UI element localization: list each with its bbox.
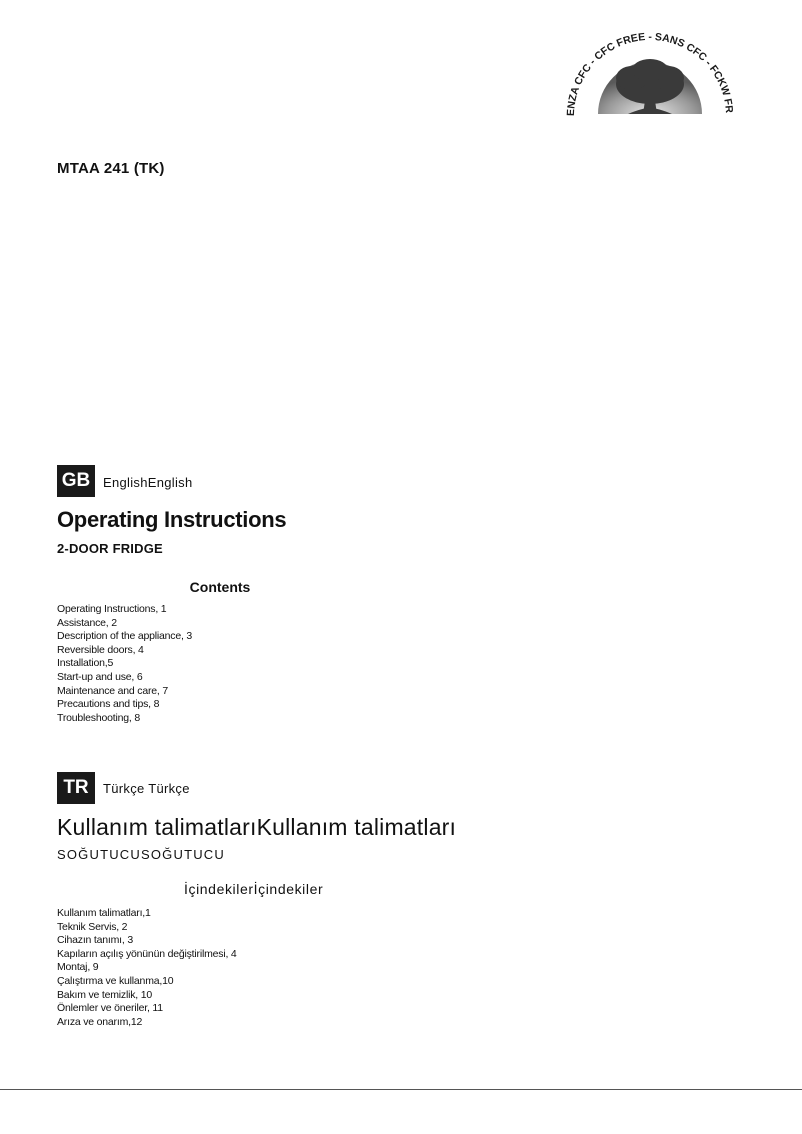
toc-item: Precautions and tips, 8 xyxy=(57,698,160,711)
toc-item: Kapıların açılış yönünün değiştirilmesi, 4 xyxy=(57,947,237,960)
cfc-free-seal-logo xyxy=(562,28,738,124)
bottom-divider xyxy=(0,1089,802,1090)
toc-item: Troubleshooting, 8 xyxy=(57,711,140,724)
toc-item: Description of the appliance, 3 xyxy=(57,630,193,643)
page-title-turkish: Kullanım talimatlarıKullanım talimatları xyxy=(57,814,457,840)
toc-item: Operating Instructions, 1 xyxy=(57,603,167,615)
toc-item: Önlemler ve öneriler, 11 xyxy=(57,1002,163,1015)
toc-item: Montaj, 9 xyxy=(57,961,99,974)
subtitle-turkish: SOĞUTUCUSOĞUTUCU xyxy=(57,847,225,862)
toc-item: Assistance, 2 xyxy=(57,616,117,629)
toc-item: Kullanım talimatları,1 xyxy=(57,907,151,919)
table-of-contents-turkish xyxy=(57,907,237,1029)
toc-item: Reversible doors, 4 xyxy=(57,643,144,656)
toc-item: Teknik Servis, 2 xyxy=(57,920,128,933)
table-of-contents-english xyxy=(57,603,192,725)
toc-item: Start-up and use, 6 xyxy=(57,670,143,683)
language-badge-gb: GB xyxy=(57,465,95,497)
contents-heading-turkish: İçindekilerİçindekiler xyxy=(184,881,324,897)
contents-heading-english: Contents xyxy=(189,579,251,595)
language-badge-tr: TR xyxy=(57,772,95,804)
toc-item: Çalıştırma ve kullanma,10 xyxy=(57,974,174,987)
page-title-english: Operating Instructions xyxy=(57,507,287,532)
toc-item: Installation,5 xyxy=(57,657,114,670)
seal-text: ENZA CFC - CFC FREE - SANS CFC - FCKW FR xyxy=(564,30,736,117)
language-label-english: EnglishEnglish xyxy=(103,475,193,490)
toc-item: Cihazın tanımı, 3 xyxy=(57,934,133,947)
toc-item: Bakım ve temizlik, 10 xyxy=(57,988,152,1001)
toc-item: Maintenance and care, 7 xyxy=(57,684,168,697)
toc-item: Arıza ve onarım,12 xyxy=(57,1015,143,1028)
subtitle-english: 2-DOOR FRIDGE xyxy=(57,541,163,556)
language-label-turkish: Türkçe Türkçe xyxy=(103,781,190,796)
model-number: MTAA 241 (TK) xyxy=(57,160,165,177)
